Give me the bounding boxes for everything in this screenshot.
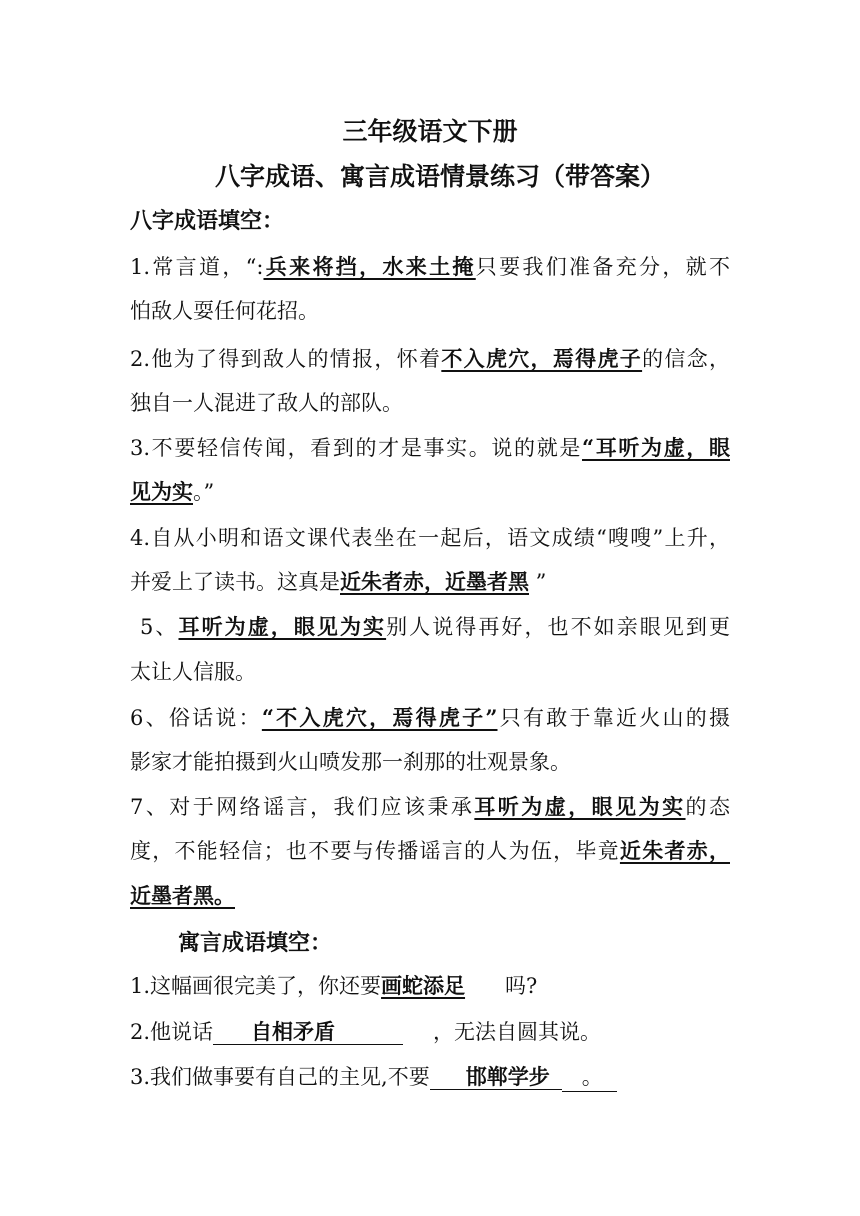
question-7-line-1: 7、对于网络谣言，我们应该秉承耳听为虚，眼见为实的态: [130, 794, 730, 819]
question-1-line-2: 怕敌人耍任何花招。: [130, 299, 319, 323]
answer-2: 不入虎穴，焉得虎子: [441, 346, 643, 371]
question-3-line-1: 3.不要轻信传闻，看到的才是事实。说的就是“耳听为虚，眼: [130, 435, 730, 460]
fable-question-2: 2.他说话 自相矛盾 ，无法自圆其说。: [130, 1019, 602, 1044]
page-subtitle: 八字成语、寓言成语情景练习（带答案）: [214, 162, 665, 191]
question-2-line-1: 2.他为了得到敌人的情报，怀着不入虎穴，焉得虎子的信念，: [130, 346, 731, 371]
question-1-line-1: 1.常言道，“:兵来将挡，水来土掩只要我们准备充分，就不: [130, 254, 731, 279]
fable-question-3: 3.我们做事要有自己的主见,不要 邯郸学步 。: [130, 1061, 730, 1092]
question-4-line-2: 并爱上了读书。这真是近朱者赤，近墨者黑 ”: [130, 569, 547, 594]
answer-6: “不入虎穴，焉得虎子”: [261, 705, 498, 730]
answer-7-part-3: 近墨者黑。: [130, 883, 235, 908]
answer-7-part-2: 近朱者赤，: [619, 838, 730, 863]
question-5-line-2: 太让人信服。: [130, 660, 256, 684]
page-title: 三年级语文下册: [342, 117, 518, 146]
answer-5: 耳听为虚，眼见为实: [178, 614, 387, 639]
fable-question-1: 1.这幅画很完美了，你还要画蛇添足 吗?: [130, 973, 538, 998]
fable-answer-1: 画蛇添足: [381, 973, 466, 998]
answer-7-part-1: 耳听为虚，眼见为实: [474, 794, 686, 819]
question-5-line-1: 5、耳听为虚，眼见为实别人说得再好，也不如亲眼见到更: [140, 614, 731, 639]
question-4-line-1: 4.自从小明和语文课代表坐在一起后，语文成绩“嗖嗖”上升，: [130, 526, 730, 550]
section-heading-fable: 寓言成语填空：: [178, 930, 333, 956]
answer-4: 近朱者赤，近墨者黑: [340, 569, 529, 594]
question-6-line-1: 6、俗话说：“不入虎穴，焉得虎子”只有敢于靠近火山的摄: [130, 705, 730, 730]
answer-3-part-2: 见为实: [130, 479, 193, 504]
question-7-line-2: 度，不能轻信；也不要与传播谣言的人为伍，毕竟近朱者赤，: [130, 838, 730, 863]
question-7-line-3: [130, 880, 730, 910]
answer-3-part-1: “耳听为虚，眼: [582, 435, 730, 460]
answer-1: 兵来将挡，水来土掩: [263, 254, 476, 279]
question-3-line-2: 见为实。”: [130, 479, 215, 504]
section-heading-eight-char: 八字成语填空：: [130, 208, 285, 234]
question-2-line-2: 独自一人混进了敌人的部队。: [130, 391, 403, 415]
fable-answer-3: 邯郸学步: [430, 1064, 562, 1090]
fable-answer-2: 自相矛盾: [213, 1019, 403, 1045]
question-6-line-2: 影家才能拍摄到火山喷发那一刹那的壮观景象。: [130, 750, 571, 774]
